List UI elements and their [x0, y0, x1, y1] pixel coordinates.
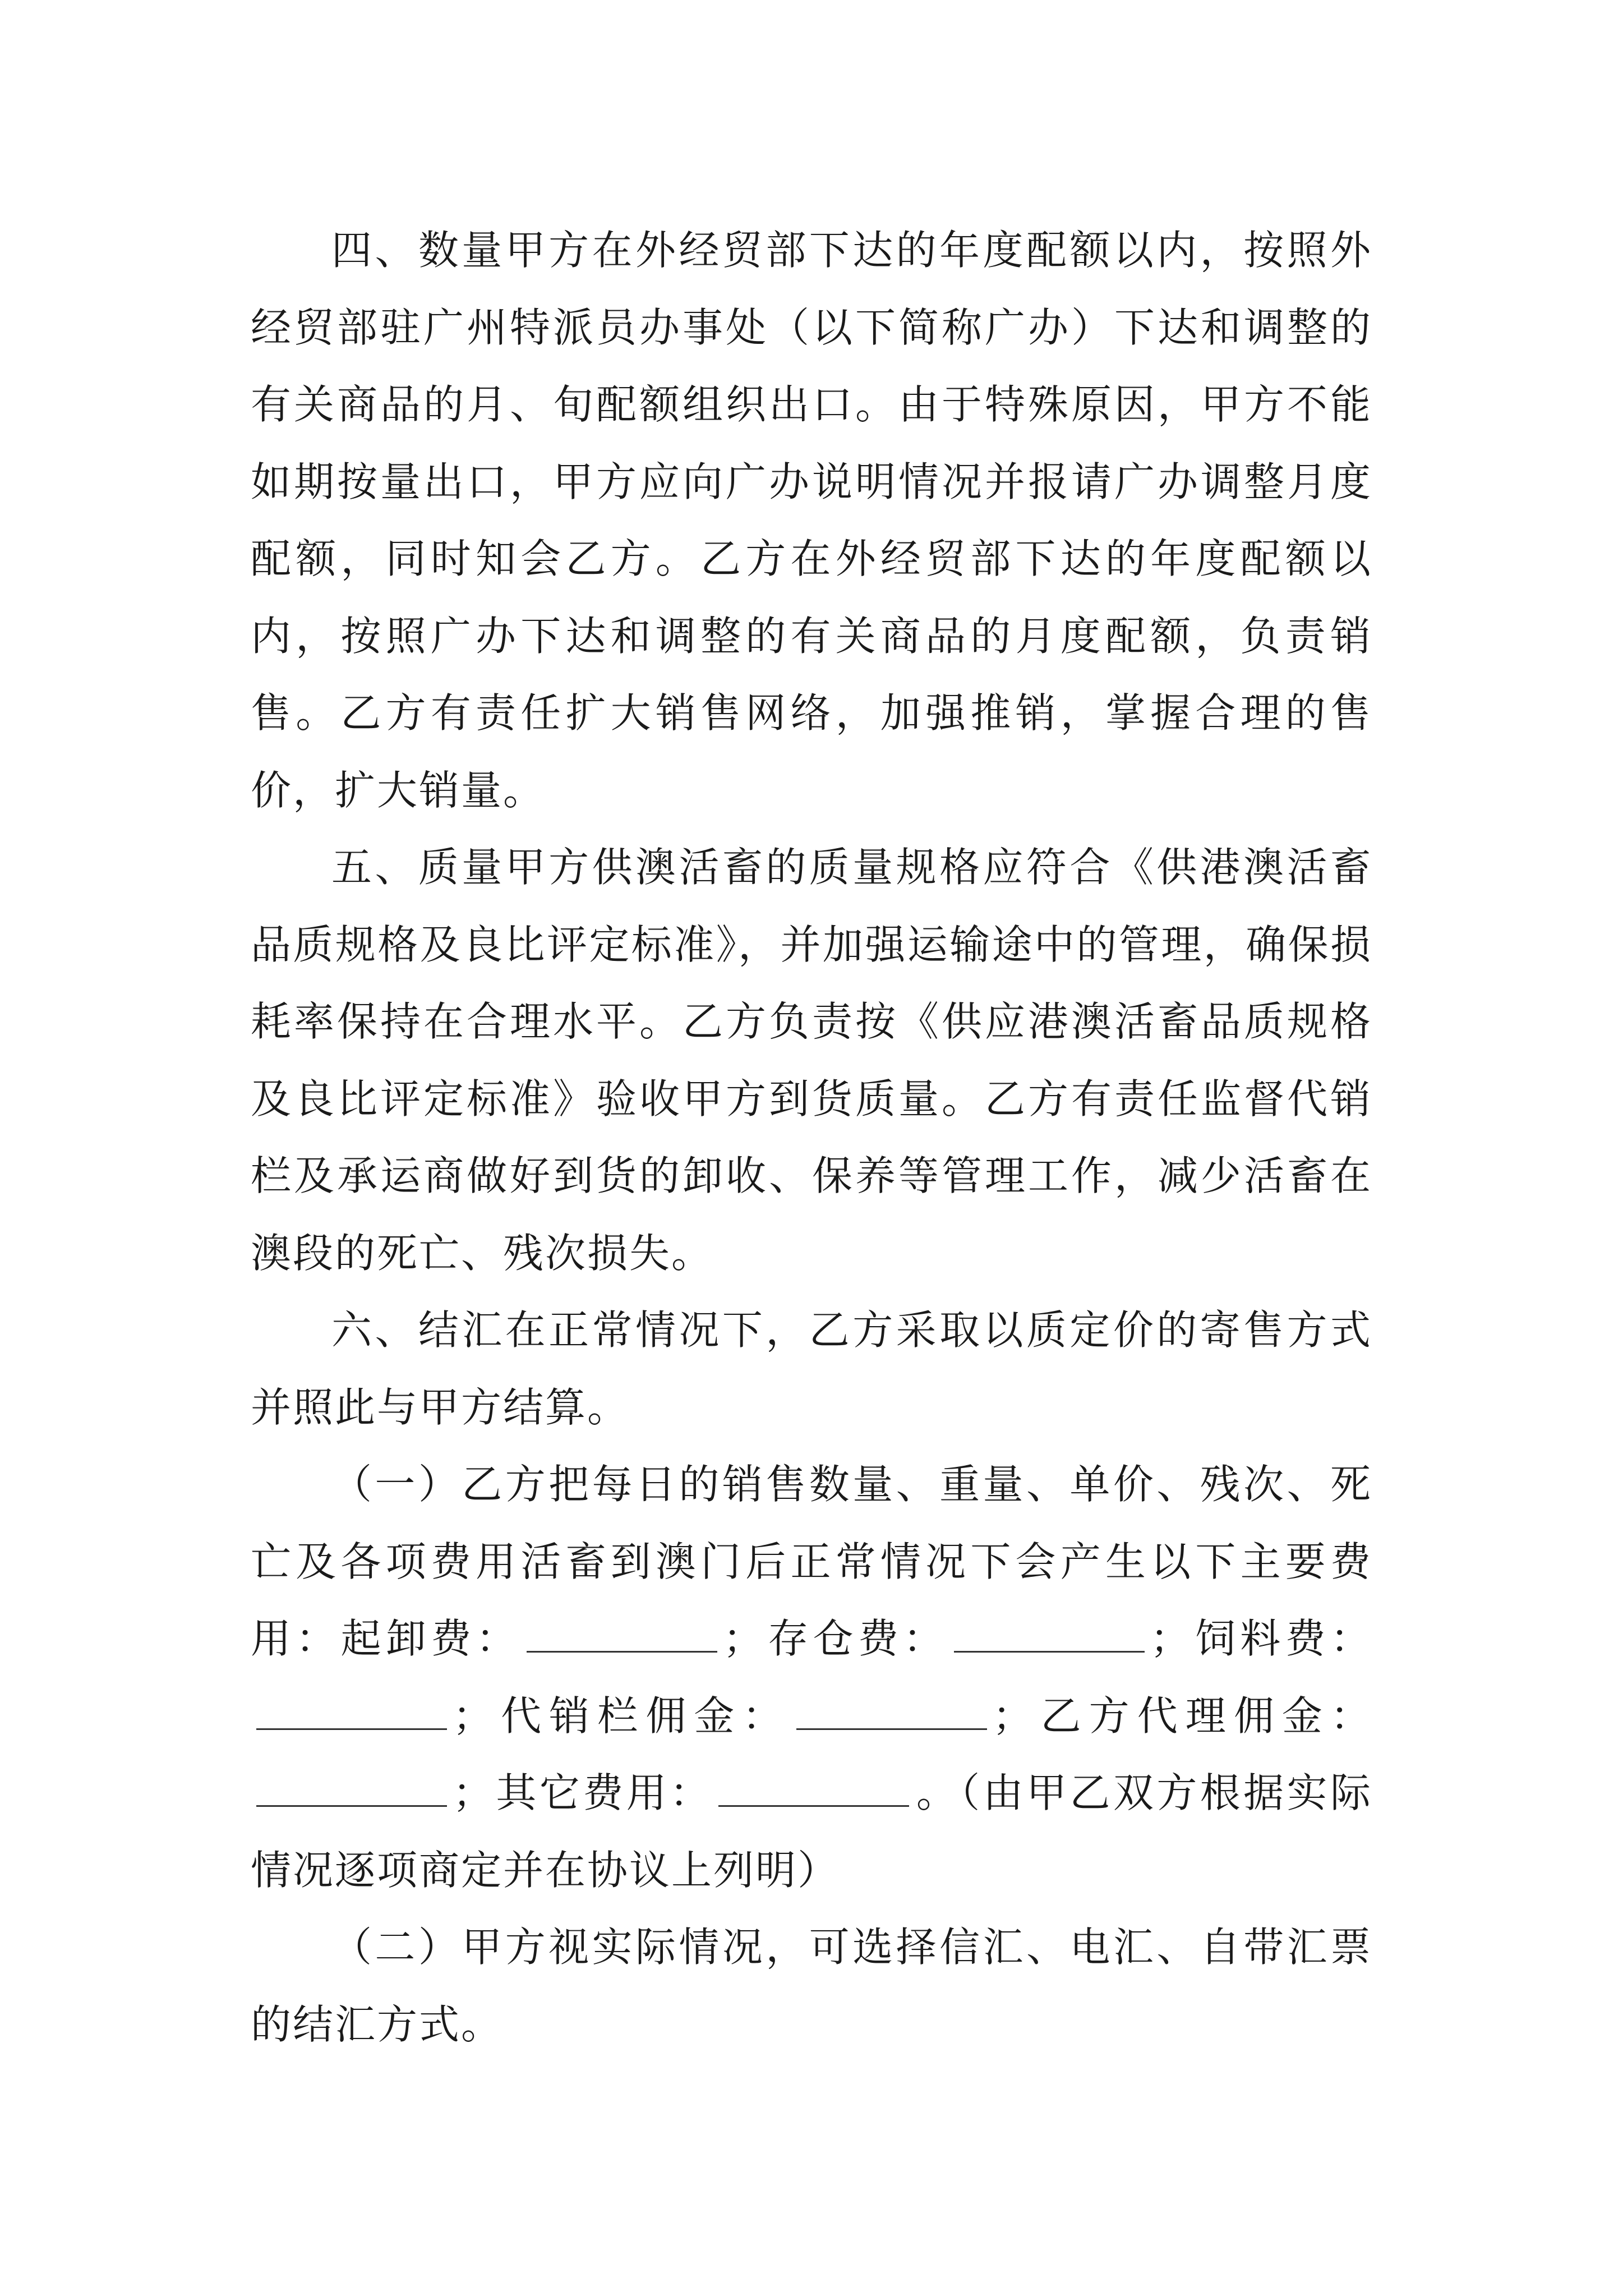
fee-unloading-label: 起卸费：: [340, 1615, 521, 1662]
settlement-item-2: （二）甲方视实际情况，可选择信汇、电汇、自带汇票的结汇方式。: [251, 1924, 1372, 2048]
separator: ；: [722, 1615, 765, 1662]
fee-agent-pen-blank: [796, 1695, 987, 1730]
section-quality: 五、质量甲方供澳活畜的质量规格应符合《供港澳活畜品质规格及良比评定标准》，并加强运输途中的管理，确保损耗率保持在合理水平。乙方负责按《供应港澳活畜品质规格及良比评定标准》验收甲方到货质量。乙方有责任监督代销栏及承运商做好到货的卸收、保养等管理工作，减少活畜在澳段的死亡、残次损失。: [251, 844, 1372, 1277]
document-body: [251, 212, 1372, 2063]
separator: ；: [453, 1769, 495, 1816]
separator: ；: [453, 1692, 495, 1740]
fee-other-blank: [718, 1772, 909, 1807]
fee-party-b-label: 乙方代理佣金：: [1034, 1692, 1372, 1740]
separator: ；: [992, 1692, 1035, 1740]
settlement-item-1: [251, 1446, 1372, 1909]
fee-other-label: 其它费用：: [495, 1769, 713, 1816]
separator: ；: [1150, 1615, 1192, 1662]
item1-intro: （一）乙方把每日的销售数量、重量、单价、残次、死亡及各项费用活畜到澳门后正常情况下会产生以下主要费用：: [251, 1461, 1372, 1662]
fee-party-b-blank: [256, 1772, 447, 1807]
section-quantity: 四、数量甲方在外经贸部下达的年度配额以内，按照外经贸部驻广州特派员办事处（以下简称广办）下达和调整的有关商品的月、旬配额组织出口。由于特殊原因，甲方不能如期按量出口，甲方应向广办说明情况并报请广办调整月度配额，同时知会乙方。乙方在外经贸部下达的年度配额以内，按照广办下达和调整的有关商品的月度配额，负责销售。乙方有责任扩大销售网络，加强推销，掌握合理的售价，扩大销量。: [251, 227, 1372, 814]
fee-storage-blank: [954, 1617, 1145, 1653]
fee-feed-blank: [256, 1695, 447, 1730]
fee-storage-label: 存仓费：: [764, 1615, 948, 1662]
item1-closing: 。（由甲乙双方根据实际情况逐项商定并在协议上列明）: [251, 1769, 1372, 1894]
fee-feed-label: 饲料费：: [1192, 1615, 1372, 1662]
section-settlement: 六、结汇在正常情况下，乙方采取以质定价的寄售方式并照此与甲方结算。: [251, 1306, 1372, 1431]
fee-unloading-blank: [527, 1617, 717, 1653]
fee-agent-pen-label: 代销栏佣金：: [495, 1692, 791, 1740]
